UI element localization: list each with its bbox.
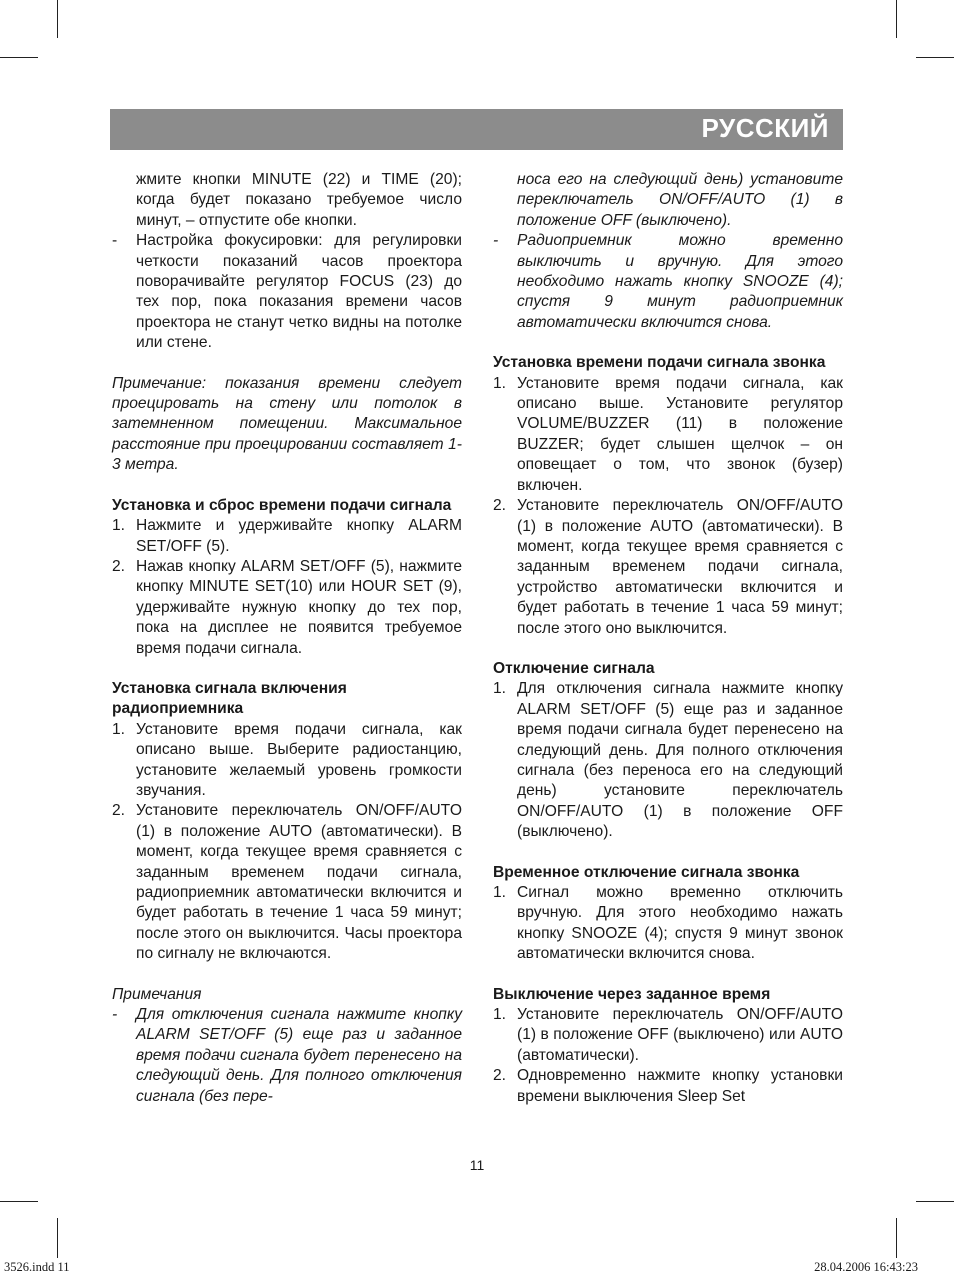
list-item xyxy=(493,496,843,639)
section-heading: Выключение через заданное время xyxy=(493,985,771,1003)
language-title: РУССКИЙ xyxy=(701,113,829,143)
dash-marker: - xyxy=(112,232,118,250)
list-number: 1. xyxy=(112,517,126,535)
focus-instruction: Настройка фокусировки: для регулировки четкости показаний часов проектора поворачивайте регулятор FOCUS (23) до тех пор, пока показания времени часов проектора не станут четко видны на потолке или стене. xyxy=(136,232,462,352)
slug-datetime: 28.04.2006 16:43:23 xyxy=(814,1260,918,1274)
list-number: 1. xyxy=(493,680,507,698)
list-text: Установите переключатель ON/OFF/AUTO (1) в положение AUTO (автоматически). В момент, когда текущее время сравняется с заданным временем подачи сигнала, радиоприемник автоматически включится и будет работать в течение 1 часа 59 минут; после этого он выключится. Часы проектора по сигналу не включаются. xyxy=(136,802,462,963)
list-number: 2. xyxy=(493,497,507,515)
list-number: 2. xyxy=(112,557,126,575)
right-column xyxy=(493,170,843,1107)
dash-marker: - xyxy=(493,232,499,250)
list-text: Нажмите и удерживайте кнопку ALARM SET/OFF (5). xyxy=(136,517,462,555)
note-continuation: носа его на следующий день) установите переключатель ON/OFF/AUTO (1) в положение OFF (выключено). xyxy=(517,171,843,229)
list-text: Нажав кнопку ALARM SET/OFF (5), нажмите кнопку MINUTE SET(10) или HOUR SET (9), удерживайте нужную кнопку до тех пор, пока на дисплее не появится требуемое время подачи сигнала. xyxy=(136,557,462,657)
dash-marker: - xyxy=(112,1006,118,1024)
crop-mark xyxy=(57,1218,58,1258)
list-number: 2. xyxy=(493,1067,507,1085)
list-item xyxy=(493,1066,843,1107)
list-item xyxy=(112,557,462,659)
page-number: 11 xyxy=(469,1157,485,1173)
list-number: 1. xyxy=(493,884,507,901)
list-item xyxy=(493,883,843,965)
list-item xyxy=(112,801,462,964)
left-column xyxy=(112,170,462,1107)
list-number: 1. xyxy=(493,374,507,392)
list-item xyxy=(493,374,843,496)
note-paragraph: Примечание: показания времени следует проецировать на стену или потолок в затемненном помещении. Максимальное расстояние при проецировании составляет 1-3 метра. xyxy=(112,374,462,474)
section-heading: Установка сигнала включения радиоприемника xyxy=(112,679,347,718)
list-text: Для отключения сигнала нажмите кнопку ALARM SET/OFF (5) еще раз и заданное время подачи сигнала будет перенесено на следующий день. Для полного отключения сигнала (без переноса его на следующий день) установите переключатель ON/OFF/AUTO (1) в положение OFF (выключено). xyxy=(517,680,843,841)
list-item xyxy=(112,231,462,353)
language-header-bar xyxy=(110,109,843,150)
crop-mark xyxy=(0,57,38,58)
list-text: Установите переключатель ON/OFF/AUTO (1) в положение OFF (выключено) или AUTO (автоматически). xyxy=(517,1006,843,1064)
list-item xyxy=(112,1005,462,1107)
list-item xyxy=(493,1005,843,1066)
slug-file-name: 3526.indd 11 xyxy=(4,1260,70,1274)
crop-mark xyxy=(916,1201,954,1202)
list-text: Установите переключатель ON/OFF/AUTO (1) в положение AUTO (автоматически). В момент, когда текущее время сравняется с заданным временем подачи сигнала, устройство автоматически включится и будет работать в течение 1 часа 59 минут; после этого оно выключится. xyxy=(517,497,843,637)
crop-mark xyxy=(916,57,954,58)
list-item xyxy=(112,720,462,802)
list-number: 2. xyxy=(112,802,126,820)
crop-mark xyxy=(57,0,58,38)
crop-mark xyxy=(0,1201,38,1202)
list-number: 1. xyxy=(112,720,126,738)
list-item xyxy=(493,679,843,842)
list-text: Одновременно нажмите кнопку установки времени выключения Sleep Set xyxy=(517,1067,843,1105)
continued-paragraph: жмите кнопки MINUTE (22) и TIME (20); когда будет показано требуемое число минут, – отпустите обе кнопки. xyxy=(136,171,462,229)
list-text: Установите время подачи сигнала, как описано выше. Выберите радиостанцию, установите желаемый уровень громкости звучания. xyxy=(136,720,462,799)
list-text: Сигнал можно временно отключить вручную. Для этого необходимо нажать кнопку SNOOZE (4); спустя 9 минут звонок автоматически включится снова. xyxy=(517,884,843,963)
crop-mark xyxy=(896,1218,897,1258)
note-text: Радиоприемник можно временно выключить и вручную. Для этого необходимо нажать кнопку SNOOZE (4); спустя 9 минут радиоприемник автоматически включится снова. xyxy=(517,232,843,331)
list-number: 1. xyxy=(493,1006,507,1024)
list-item xyxy=(493,231,843,333)
section-heading: Отключение сигнала xyxy=(493,659,655,677)
list-item xyxy=(112,516,462,557)
note-text: Для отключения сигнала нажмите кнопку ALARM SET/OFF (5) еще раз и заданное время подачи сигнала будет перенесено на следующий день. Для полного отключения сигнала (без пере- xyxy=(136,1006,462,1105)
section-heading: Временное отключение сигнала звонка xyxy=(493,863,800,881)
crop-mark xyxy=(896,0,897,38)
list-text: Установите время подачи сигнала, как описано выше. Установите регулятор VOLUME/BUZZER (11) в положение BUZZER; будет слышен щелчок – он оповещает о том, что звонок (бузер) включен. xyxy=(517,374,843,494)
section-heading: Установка и сброс времени подачи сигнала xyxy=(112,496,452,514)
section-heading: Установка времени подачи сигнала звонка xyxy=(493,354,826,372)
notes-heading: Примечания xyxy=(112,985,202,1003)
